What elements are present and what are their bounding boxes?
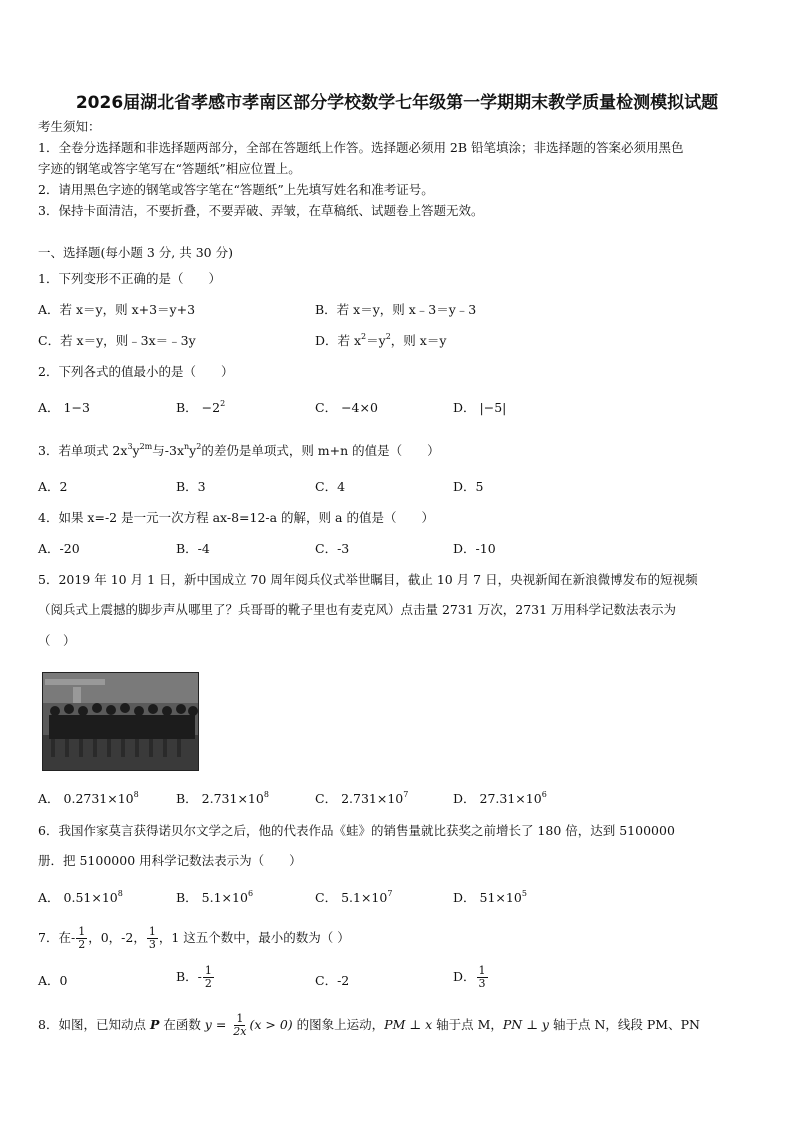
q1-option-b: B．若 x＝y，则 x﹣3＝y﹣3 bbox=[315, 302, 477, 317]
q3-option-c: C．4 bbox=[315, 479, 346, 494]
parade-photo bbox=[42, 672, 199, 771]
q1-option-a: A．若 x＝y，则 x+3＝y+3 bbox=[38, 302, 196, 317]
parade-photo-graphic bbox=[43, 673, 198, 770]
question-4-stem: 4．如果 x=-2 是一元一次方程 ax-8=12-a 的解，则 a 的值是（ ） bbox=[38, 510, 434, 525]
q2-option-a: A． 1−3 bbox=[38, 400, 90, 415]
q1-option-c: C．若 x＝y，则﹣3x＝﹣3y bbox=[38, 333, 196, 348]
q6-option-d: D． $51\times 10^5$ bbox=[453, 889, 527, 905]
q2-option-b: B． $-2^2$ bbox=[176, 399, 226, 415]
fraction-one-third: $\frac{1}{3}$ bbox=[478, 964, 486, 990]
notice-item: 字迹的钢笔或答字笔写在“答题纸”相应位置上。 bbox=[38, 161, 301, 176]
q7-option-d: D． $\frac{1}{3}$ bbox=[453, 964, 486, 990]
fraction-one-half: $\frac{1}{2}$ bbox=[78, 925, 86, 951]
question-6-stem-line: 6．我国作家莫言获得诺贝尔文学之后，他的代表作品《蛙》的销售量就比获奖之前增长了 180 倍，达到 5100000 bbox=[38, 823, 675, 838]
q4-option-b: B．-4 bbox=[176, 541, 210, 556]
question-5-stem-line: 5．2019 年 10 月 1 日，新中国成立 70 周年阅兵仪式举世瞩目，截止 10 月 7 日，央视新闻在新浪微博发布的短视频 bbox=[38, 572, 698, 587]
q4-option-c: C．-3 bbox=[315, 541, 350, 556]
q3-option-b: B．3 bbox=[176, 479, 206, 494]
q2-option-c: C． −4×0 bbox=[315, 400, 378, 415]
q6-option-b: B． $5.1\times 10^6$ bbox=[176, 889, 254, 905]
page-title: 2026届湖北省孝感市孝南区部分学校数学七年级第一学期期末教学质量检测模拟试题 bbox=[75, 93, 719, 113]
notice-item: 3．保持卡面清洁，不要折叠，不要弄破、弄皱，在草稿纸、试题卷上答题无效。 bbox=[38, 203, 484, 218]
fraction-one-half: $\frac{1}{2}$ bbox=[204, 964, 212, 990]
question-8-stem: 8．如图，已知动点 P 在函数 y = $\frac{1}{2x}$ (x > 0) 的图象上运动，PM ⊥ x 轴于点 M，PN ⊥ y 轴于点 N，线段 PM、PN bbox=[38, 1012, 700, 1038]
q5-option-d: D． $27.31\times 10^6$ bbox=[453, 790, 547, 806]
q4-option-a: A．-20 bbox=[38, 541, 80, 556]
question-6-stem-line: 册．把 5100000 用科学记数法表示为（ ） bbox=[38, 853, 302, 868]
question-3-stem: 3．若单项式 $2x^3y^{2m}$与$-3x^ny^2$的差仍是单项式，则 m+n 的值是（ ） bbox=[38, 442, 440, 458]
fraction-one-third: $\frac{1}{3}$ bbox=[148, 925, 156, 951]
q1-option-d: D．若 $x^2=y^2$，则 x＝y bbox=[315, 332, 447, 348]
q5-option-a: A． $0.2731\times 10^8$ bbox=[38, 790, 139, 806]
q6-option-c: C． $5.1\times 10^7$ bbox=[315, 889, 393, 905]
notice-item: 2．请用黑色字迹的钢笔或答字笔在“答题纸”上先填写姓名和准考证号。 bbox=[38, 182, 434, 197]
notice-item: 1．全卷分选择题和非选择题两部分，全部在答题纸上作答。选择题必须用 2B 铅笔填涂；非选择题的答案必须用黑色 bbox=[38, 140, 684, 155]
q4-option-d: D．-10 bbox=[453, 541, 496, 556]
section-heading: 一、选择题(每小题 3 分, 共 30 分) bbox=[38, 245, 233, 260]
q6-option-a: A． $0.51\times 10^8$ bbox=[38, 889, 123, 905]
question-7-stem: 7．在- $\frac{1}{2}$ ，0，-2， $\frac{1}{3}$ ，1 这五个数中，最小的数为（ ） bbox=[38, 925, 350, 951]
question-5-stem-line: （ ） bbox=[38, 633, 76, 648]
q7-option-b: B．- $\frac{1}{2}$ bbox=[176, 964, 212, 990]
q7-option-a: A．0 bbox=[38, 973, 68, 988]
notice-heading: 考生须知： bbox=[38, 119, 101, 134]
fraction-one-over-two-x: $\frac{1}{2x}$ bbox=[233, 1012, 247, 1038]
q3-option-a: A．2 bbox=[38, 479, 68, 494]
question-1-stem: 1．下列变形不正确的是（ ） bbox=[38, 271, 221, 286]
q7-option-c: C．-2 bbox=[315, 973, 350, 988]
question-2-stem: 2．下列各式的值最小的是（ ） bbox=[38, 364, 234, 379]
q2-option-d: D． |−5| bbox=[453, 400, 507, 415]
q5-option-b: B． $2.731\times 10^8$ bbox=[176, 790, 269, 806]
q5-option-c: C． $2.731\times 10^7$ bbox=[315, 790, 409, 806]
question-5-stem-line: （阅兵式上震撼的脚步声从哪里了？兵哥哥的靴子里也有麦克风）点击量 2731 万次，2731 万用科学记数法表示为 bbox=[38, 602, 677, 617]
q3-option-d: D．5 bbox=[453, 479, 484, 494]
